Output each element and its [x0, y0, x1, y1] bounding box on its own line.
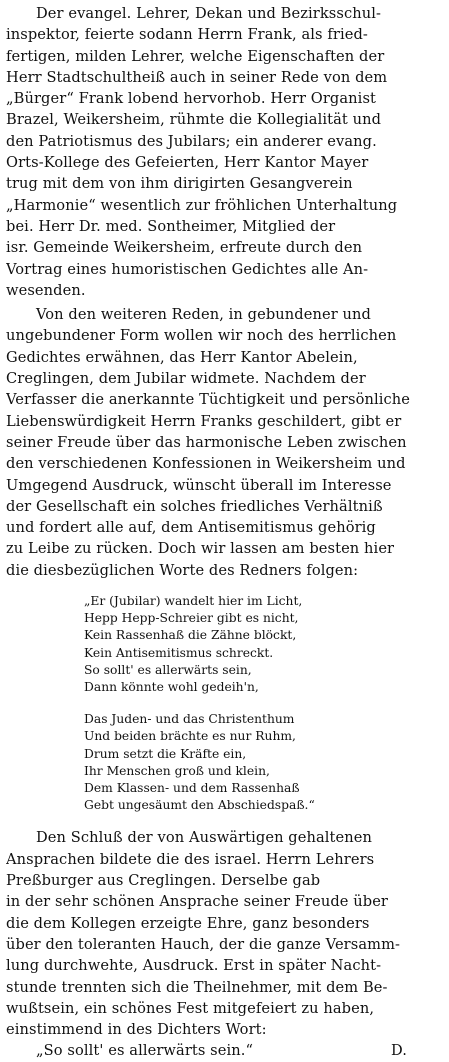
- text-line: Der evangel. Lehrer, Dekan und Bezirksschul-: [36, 5, 382, 22]
- text-line: einstimmend in des Dichters Wort:: [6, 1021, 267, 1039]
- text-line: wesenden.: [6, 281, 86, 299]
- paragraph-teacher-tributes: [6, 3, 443, 301]
- final-quote-line: [6, 1040, 443, 1061]
- poem-line: Und beiden brächte es nur Ruhm,: [84, 729, 296, 744]
- text-line: über den toleranten Hauch, der die ganze Versamm-: [6, 935, 401, 953]
- poem-line: Dann könnte wohl gedeih'n,: [84, 680, 259, 695]
- poem-line: Hepp Hepp-Schreier gibt es nicht,: [84, 611, 299, 626]
- text-line: Creglingen, dem Jubilar widmete. Nachdem der: [6, 370, 366, 388]
- text-line: Umgegend Ausdruck, wünscht überall im Interesse: [6, 476, 392, 494]
- text-line: Ansprachen bildete die des israel. Herrn Lehrers: [6, 850, 375, 868]
- text-line: Den Schluß der von Auswärtigen gehaltenen: [36, 829, 372, 847]
- text-line: der Gesellschaft ein solches friedliches Verhältniß: [6, 497, 383, 515]
- text-line: „Bürger“ Frank lobend hervorhob. Herr Organist: [6, 90, 376, 108]
- poem-stanza: [84, 593, 443, 696]
- poem-line: Drum setzt die Kräfte ein,: [84, 746, 247, 761]
- text-line: ungebundener Form wollen wir noch des herrlichen: [6, 327, 397, 345]
- text-line: Orts-Kollege des Gefeierten, Herr Kantor Mayer: [6, 154, 369, 172]
- text-line: den Patriotismus des Jubilars; ein anderer evang.: [6, 132, 377, 150]
- paragraph-closing: [6, 827, 443, 1061]
- text-line: stunde trennten sich die Theilnehmer, mit dem Be-: [6, 978, 388, 996]
- text-line: in der sehr schönen Ansprache seiner Freude über: [6, 893, 389, 911]
- text-line: Gedichtes erwähnen, das Herr Kantor Abelein,: [6, 348, 358, 366]
- text-line: bei. Herr Dr. med. Sontheimer, Mitglied der: [6, 217, 336, 235]
- text-line: wußtsein, ein schönes Fest mitgefeiert zu haben,: [6, 999, 375, 1017]
- text-line: zu Leibe zu rücken. Doch wir lassen am besten hier: [6, 540, 395, 558]
- poem-line: Kein Rassenhaß die Zähne blöckt,: [84, 628, 297, 643]
- text-line: Von den weiteren Reden, in gebundener und: [36, 306, 371, 324]
- poem-line: Das Juden- und das Christenthum: [84, 712, 295, 727]
- text-line: Liebenswürdigkeit Herrn Franks geschildert, gibt er: [6, 412, 402, 430]
- text-line: Verfasser die anerkannte Tüchtigkeit und persönliche: [6, 391, 411, 409]
- text-line: trug mit dem von ihm dirigirten Gesangverein: [6, 175, 353, 193]
- author-signature: D.: [390, 1042, 407, 1060]
- poem-line: So sollt' es allerwärts sein,: [84, 662, 252, 677]
- poem-line: Kein Antisemitismus schreckt.: [84, 645, 274, 660]
- text-line: lung durchwehte, Ausdruck. Erst in später Nacht-: [6, 957, 382, 975]
- poem-line: Ihr Menschen groß und klein,: [84, 763, 270, 778]
- text-line: und fordert alle auf, dem Antisemitismus gehörig: [6, 519, 376, 537]
- paragraph-further-speeches: [6, 304, 443, 581]
- text-line: Herr Stadtschultheiß auch in seiner Rede von dem: [6, 68, 388, 86]
- text-line: isr. Gemeinde Weikersheim, erfreute durch den: [6, 239, 363, 257]
- text-line: seiner Freude über das harmonische Leben zwischen: [6, 433, 407, 451]
- poem-line: Dem Klassen- und dem Rassenhaß: [84, 781, 300, 796]
- text-line: „Harmonie“ wesentlich zur fröhlichen Unterhaltung: [6, 196, 398, 214]
- text-line: fertigen, milden Lehrer, welche Eigenschaften der: [6, 47, 385, 65]
- poem-line: Gebt ungesäumt den Abschiedspaß.“: [84, 798, 315, 813]
- text-line: die diesbezüglichen Worte des Redners folgen:: [6, 561, 359, 579]
- text-line: die dem Kollegen erzeigte Ehre, ganz besonders: [6, 914, 370, 932]
- poem-stanza: [84, 711, 443, 814]
- text-line: inspektor, feierte sodann Herrn Frank, als fried-: [6, 26, 368, 44]
- final-quote: „So sollt' es allerwärts sein.“: [36, 1042, 254, 1060]
- poem-line: „Er (Jubilar) wandelt hier im Licht,: [84, 594, 303, 609]
- text-line: Preßburger aus Creglingen. Derselbe gab: [6, 872, 321, 890]
- text-line: Brazel, Weikersheim, rühmte die Kollegialität und: [6, 111, 382, 129]
- text-line: Vortrag eines humoristischen Gedichtes alle An-: [6, 260, 369, 278]
- text-line: den verschiedenen Konfessionen in Weikersheim und: [6, 455, 406, 473]
- poem-quotation: [84, 593, 443, 814]
